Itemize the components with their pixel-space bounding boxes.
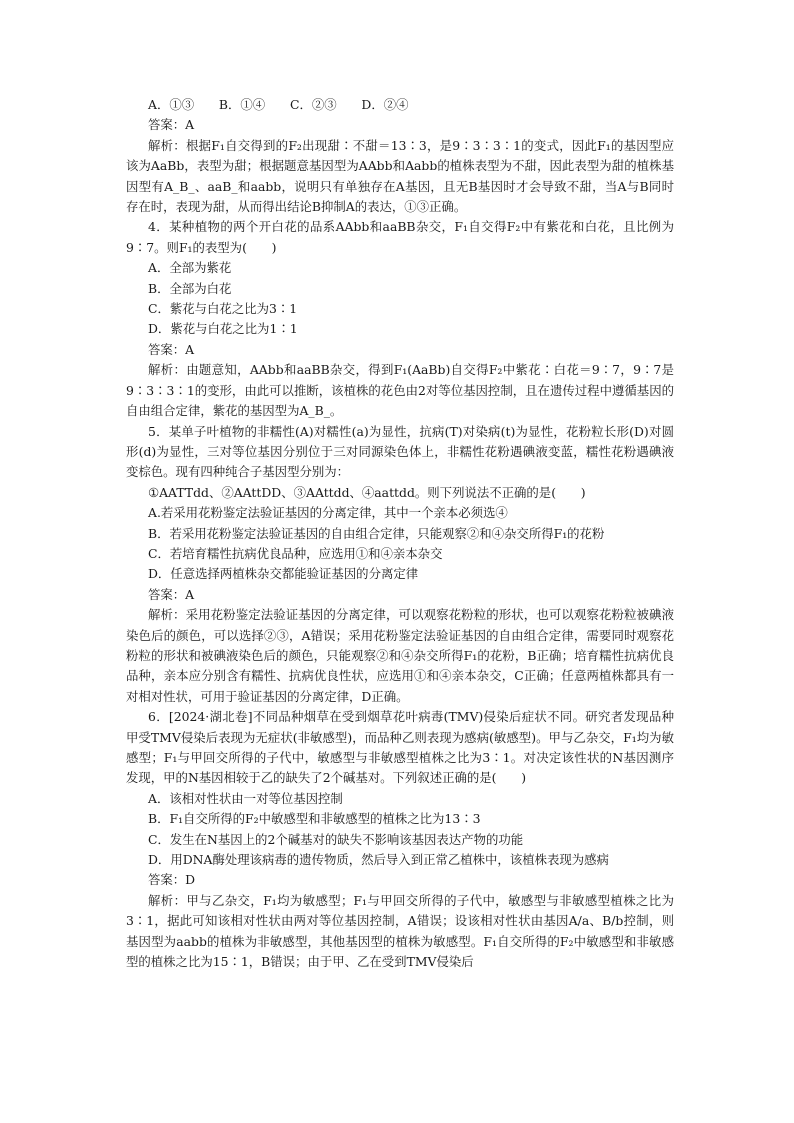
- text-paragraph: 解析：甲与乙杂交，F₁均为敏感型；F₁与甲回交所得的子代中，敏感型与非敏感型植株之比为3∶1，据此可知该相对性状由两对等位基因控制，A错误；设该相对性状由基因A/a、B/b控制，则基因型为aabb的植株为非敏感型，其他基因型的植株为敏感型。F₁自交所得的F₂中敏感型和非敏感型的植株之比为15∶1，B错误；由于甲、乙在受到TMV侵染后: [126, 892, 674, 970]
- text-paragraph: A.若采用花粉鉴定法验证基因的分离定律，其中一个亲本必须选④: [148, 505, 508, 521]
- text-paragraph: D．紫花与白花之比为1∶1: [148, 321, 298, 337]
- text-paragraph: C．若培育糯性抗病优良品种，应选用①和④亲本杂交: [148, 545, 443, 561]
- text-paragraph: B．全部为白花: [148, 280, 232, 296]
- text-paragraph: B．F₁自交所得的F₂中敏感型和非敏感型的植株之比为13∶3: [148, 811, 481, 827]
- text-paragraph: A．全部为紫花: [148, 260, 232, 276]
- document-body: [126, 95, 674, 972]
- text-paragraph: D．用DNA酶处理该病毒的遗传物质，然后导入到正常乙植株中，该植株表现为感病: [148, 852, 609, 868]
- text-paragraph: 5．某单子叶植物的非糯性(A)对糯性(a)为显性，抗病(T)对染病(t)为显性，花粉粒长形(D)对圆形(d)为显性，三对等位基因分别位于三对同源染色体上，非糯性花粉遇碘液变蓝，糯性花粉遇碘液变棕色。现有四种纯合子基因型分别为：: [126, 423, 674, 480]
- text-paragraph: 答案：D: [148, 872, 196, 888]
- text-paragraph: C．紫花与白花之比为3∶1: [148, 301, 298, 317]
- text-paragraph: 6．[2024·湖北卷]不同品种烟草在受到烟草花叶病毒(TMV)侵染后症状不同。研究者发现品种甲受TMV侵染后表现为无症状(非敏感型)，而品种乙则表现为感病(敏感型)。甲与乙杂交，F₁均为敏感型；F₁与甲回交所得的子代中，敏感型与非敏感型植株之比为3∶1。对决定该性状的N基因测序发现，甲的N基因相较于乙的缺失了2个碱基对。下列叙述正确的是( ): [126, 709, 674, 786]
- text-paragraph: 4．某种植物的两个开白花的品系AAbb和aaBB杂交，F₁自交得F₂中有紫花和白花，且比例为9∶7。则F₁的表型为( ): [126, 219, 674, 255]
- text-paragraph: 解析：采用花粉鉴定法验证基因的分离定律，可以观察花粉粒的形状，也可以观察花粉粒被碘液染色后的颜色，可以选择②③，A错误；采用花粉鉴定法验证基因的自由组合定律，需要同时观察花粉粒的形状和被碘液染色后的颜色，只能观察②和④杂交所得F₁的花粉，B正确；培育糯性抗病优良品种，亲本应分别含有糯性、抗病优良性状，应选用①和④亲本杂交，C正确；任意两植株都具有一对相对性状，可用于验证基因的分离定律，D正确。: [126, 607, 674, 704]
- text-paragraph: 答案：A: [148, 341, 195, 357]
- text-paragraph: 答案：A: [148, 117, 195, 133]
- text-paragraph: 解析：根据F₁自交得到的F₂出现甜∶不甜＝13∶3，是9∶3∶3∶1的变式，因此F₁的基因型应该为AaBb，表型为甜；根据题意基因型为AAbb和Aabb的植株表型为不甜，因此表型为甜的植株基因型有A_B_、aaB_和aabb，说明只有单独存在A基因，且无B基因时才会导致不甜，当A与B同时存在时，表现为甜，从而得出结论B抑制A的表达，①③正确。: [126, 137, 674, 215]
- text-paragraph: 解析：由题意知，AAbb和aaBB杂交，得到F₁(AaBb)自交得F₂中紫花∶白花＝9∶7，9∶7是9∶3∶3∶1的变形，由此可以推断，该植株的花色由2对等位基因控制，且在遗传过程中遵循基因的自由组合定律，紫花的基因型为A_B_。: [126, 362, 674, 419]
- text-paragraph: C．发生在N基因上的2个碱基对的缺失不影响该基因表达产物的功能: [148, 831, 524, 847]
- text-paragraph: 答案：A: [148, 586, 195, 602]
- text-paragraph: ①AATTdd、②AAttDD、③AAttdd、④aattdd。则下列说法不正确的是( ): [148, 484, 586, 500]
- text-paragraph: A．①③ B．①④ C．②③ D．②④: [148, 97, 409, 112]
- text-paragraph: B．若采用花粉鉴定法验证基因的自由组合定律，只能观察②和④杂交所得F₁的花粉: [148, 525, 605, 541]
- text-paragraph: D．任意选择两植株杂交都能验证基因的分离定律: [148, 566, 419, 582]
- text-paragraph: A．该相对性状由一对等位基因控制: [148, 790, 343, 806]
